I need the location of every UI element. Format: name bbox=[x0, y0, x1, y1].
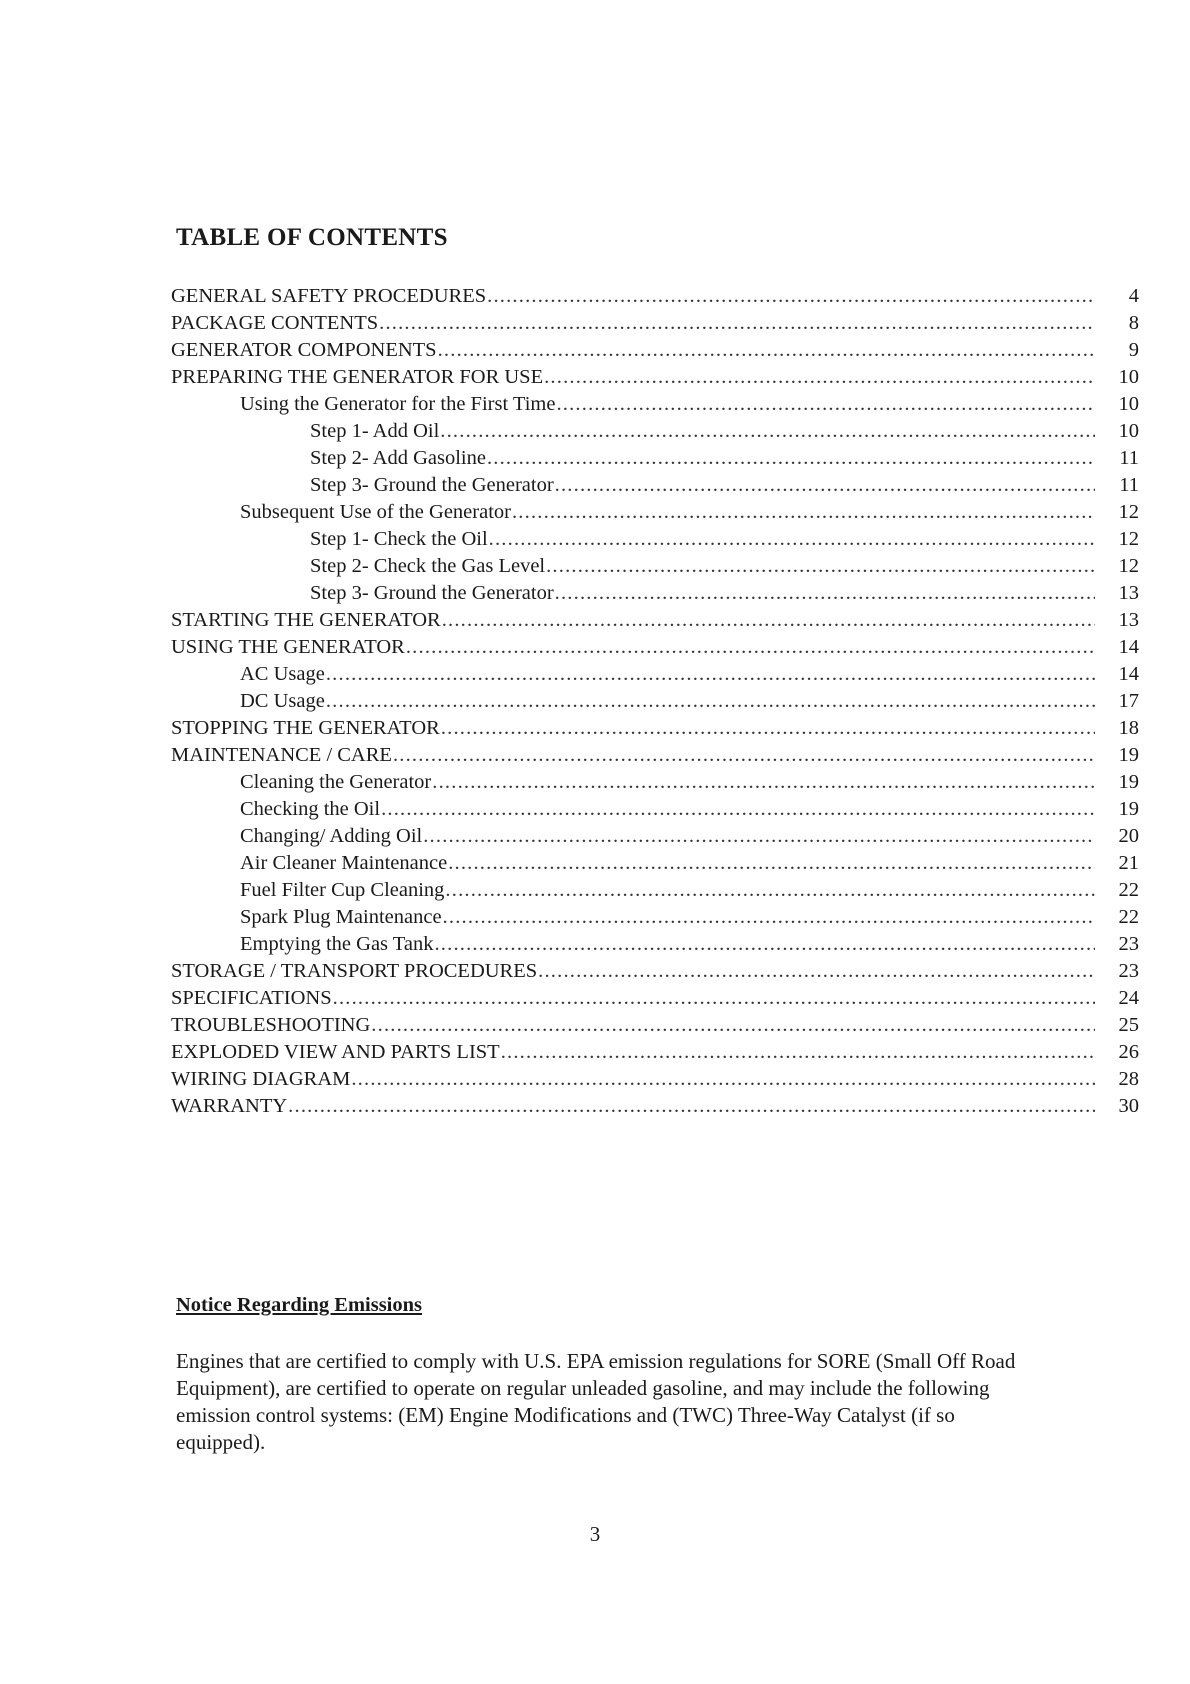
toc-entry-page: 28 bbox=[1118, 1068, 1139, 1090]
toc-entry-label: TROUBLESHOOTING bbox=[171, 1014, 371, 1036]
toc-entry-page: 11 bbox=[1119, 474, 1139, 496]
toc-entry bbox=[171, 283, 1139, 310]
toc-entry-page: 22 bbox=[1118, 906, 1139, 928]
toc-entry-page: 10 bbox=[1118, 420, 1139, 442]
toc-entry-label: Step 3- Ground the Generator bbox=[310, 474, 554, 496]
toc-entry-page: 24 bbox=[1118, 987, 1139, 1009]
toc-entry-label: DC Usage bbox=[240, 690, 325, 712]
toc-entry-label: Cleaning the Generator bbox=[240, 771, 432, 793]
dot-leader bbox=[546, 553, 1095, 580]
toc-entry-label: MAINTENANCE / CARE bbox=[171, 744, 392, 766]
toc-entry-page: 23 bbox=[1118, 933, 1139, 955]
toc-entry bbox=[171, 634, 1139, 661]
toc-entry-label: STOPPING THE GENERATOR bbox=[171, 717, 440, 739]
dot-leader bbox=[487, 445, 1095, 472]
toc-entry-page: 19 bbox=[1118, 744, 1139, 766]
toc-entry-page: 10 bbox=[1118, 366, 1139, 388]
toc-entry-label: Step 3- Ground the Generator bbox=[310, 582, 554, 604]
toc-entry-label: PREPARING THE GENERATOR FOR USE bbox=[171, 366, 544, 388]
toc-entry-label: SPECIFICATIONS bbox=[171, 987, 332, 1009]
toc-entry-page: 12 bbox=[1118, 555, 1139, 577]
toc-entry bbox=[171, 742, 1139, 769]
toc-entry-page: 25 bbox=[1118, 1014, 1139, 1036]
toc-entry-page: 4 bbox=[1128, 285, 1139, 307]
dot-leader bbox=[423, 823, 1095, 850]
toc-entry-label: Changing/ Adding Oil bbox=[240, 825, 423, 847]
toc-entry bbox=[171, 310, 1139, 337]
dot-leader bbox=[288, 1093, 1095, 1120]
toc-entry-label: Checking the Oil bbox=[240, 798, 381, 820]
toc-entry bbox=[171, 688, 1139, 715]
toc-entry-label: Subsequent Use of the Generator bbox=[240, 501, 511, 523]
dot-leader bbox=[442, 607, 1095, 634]
toc-entry-label: Air Cleaner Maintenance bbox=[240, 852, 448, 874]
dot-leader bbox=[406, 634, 1095, 661]
toc-entry bbox=[171, 931, 1139, 958]
toc-entry-label: WARRANTY bbox=[171, 1095, 288, 1117]
dot-leader bbox=[434, 931, 1095, 958]
toc-entry-label: EXPLODED VIEW AND PARTS LIST bbox=[171, 1041, 500, 1063]
toc-entry-page: 23 bbox=[1118, 960, 1139, 982]
toc-entry bbox=[171, 472, 1139, 499]
toc-entry-label: Step 1- Check the Oil bbox=[310, 528, 488, 550]
notice-body: Engines that are certified to comply with U.S. EPA emission regulations for SORE (Small Off Road Equipment), are certified to operate on regular unleaded gasoline, and may include the following emission control systems: (EM) Engine Modifications and (TWC) Three-Way Catalyst (if so equipped). bbox=[176, 1349, 1016, 1454]
toc-entry-label: Fuel Filter Cup Cleaning bbox=[240, 879, 445, 901]
dot-leader bbox=[544, 364, 1095, 391]
toc-entry bbox=[171, 796, 1139, 823]
toc-entry-label: Emptying the Gas Tank bbox=[240, 933, 434, 955]
toc-entry-page: 8 bbox=[1128, 312, 1139, 334]
toc-entry-page: 12 bbox=[1118, 528, 1139, 550]
toc-entry-label: Step 2- Check the Gas Level bbox=[310, 555, 546, 577]
toc-entry-page: 20 bbox=[1118, 825, 1139, 847]
toc-entry-page: 19 bbox=[1118, 798, 1139, 820]
toc-entry-page: 17 bbox=[1118, 690, 1139, 712]
toc-entry bbox=[171, 661, 1139, 688]
toc-entry-page: 19 bbox=[1118, 771, 1139, 793]
toc-entry bbox=[171, 337, 1139, 364]
toc-entry-label: USING THE GENERATOR bbox=[171, 636, 405, 658]
toc-entry bbox=[171, 418, 1139, 445]
toc-entry bbox=[171, 715, 1139, 742]
dot-leader bbox=[555, 580, 1095, 607]
toc-title: TABLE OF CONTENTS bbox=[176, 224, 448, 251]
dot-leader bbox=[445, 877, 1095, 904]
toc-entry bbox=[171, 823, 1139, 850]
toc-entry bbox=[171, 445, 1139, 472]
toc-entry bbox=[171, 850, 1139, 877]
dot-leader bbox=[379, 310, 1095, 337]
dot-leader bbox=[555, 472, 1095, 499]
toc-entry bbox=[171, 499, 1139, 526]
toc-entry bbox=[171, 958, 1139, 985]
toc-entry bbox=[171, 985, 1139, 1012]
toc-entry-label: STORAGE / TRANSPORT PROCEDURES bbox=[171, 960, 538, 982]
dot-leader bbox=[441, 715, 1095, 742]
toc-entry-page: 12 bbox=[1118, 501, 1139, 523]
dot-leader bbox=[443, 904, 1095, 931]
dot-leader bbox=[538, 958, 1095, 985]
toc-entry-page: 13 bbox=[1118, 609, 1139, 631]
dot-leader bbox=[489, 526, 1095, 553]
dot-leader bbox=[381, 796, 1095, 823]
dot-leader bbox=[512, 499, 1095, 526]
toc-entry-page: 9 bbox=[1128, 339, 1139, 361]
toc-entry bbox=[171, 1012, 1139, 1039]
toc-entry-label: GENERAL SAFETY PROCEDURES bbox=[171, 285, 487, 307]
toc-entry-label: Spark Plug Maintenance bbox=[240, 906, 442, 928]
table-of-contents bbox=[171, 283, 1139, 1120]
toc-entry bbox=[171, 526, 1139, 553]
dot-leader bbox=[501, 1039, 1095, 1066]
toc-entry-page: 14 bbox=[1118, 663, 1139, 685]
toc-entry bbox=[171, 877, 1139, 904]
toc-entry bbox=[171, 391, 1139, 418]
dot-leader bbox=[448, 850, 1095, 877]
dot-leader bbox=[326, 688, 1095, 715]
dot-leader bbox=[351, 1066, 1095, 1093]
toc-entry-label: Step 2- Add Gasoline bbox=[310, 447, 486, 469]
toc-entry-label: AC Usage bbox=[240, 663, 325, 685]
toc-entry bbox=[171, 607, 1139, 634]
toc-entry-page: 14 bbox=[1118, 636, 1139, 658]
dot-leader bbox=[326, 661, 1095, 688]
dot-leader bbox=[438, 337, 1095, 364]
toc-entry bbox=[171, 1039, 1139, 1066]
toc-entry-page: 11 bbox=[1119, 447, 1139, 469]
toc-entry-label: STARTING THE GENERATOR bbox=[171, 609, 441, 631]
toc-entry-page: 18 bbox=[1118, 717, 1139, 739]
toc-entry-label: PACKAGE CONTENTS bbox=[171, 312, 379, 334]
toc-entry bbox=[171, 1093, 1139, 1120]
toc-entry-page: 13 bbox=[1118, 582, 1139, 604]
toc-entry-label: Using the Generator for the First Time bbox=[240, 393, 556, 415]
toc-entry-page: 10 bbox=[1118, 393, 1139, 415]
toc-entry bbox=[171, 1066, 1139, 1093]
dot-leader bbox=[333, 985, 1095, 1012]
toc-entry-label: Step 1- Add Oil bbox=[310, 420, 440, 442]
toc-entry-label: WIRING DIAGRAM bbox=[171, 1068, 351, 1090]
toc-entry-page: 26 bbox=[1118, 1041, 1139, 1063]
dot-leader bbox=[556, 391, 1095, 418]
dot-leader bbox=[432, 769, 1095, 796]
toc-entry bbox=[171, 364, 1139, 391]
dot-leader bbox=[487, 283, 1095, 310]
dot-leader bbox=[440, 418, 1095, 445]
notice-heading: Notice Regarding Emissions bbox=[176, 1294, 422, 1316]
toc-entry-label: GENERATOR COMPONENTS bbox=[171, 339, 437, 361]
page-number: 3 bbox=[589, 1522, 601, 1546]
toc-entry-page: 21 bbox=[1118, 852, 1139, 874]
toc-entry-page: 30 bbox=[1118, 1095, 1139, 1117]
toc-entry bbox=[171, 769, 1139, 796]
toc-entry bbox=[171, 553, 1139, 580]
dot-leader bbox=[371, 1012, 1095, 1039]
dot-leader bbox=[393, 742, 1095, 769]
toc-entry bbox=[171, 580, 1139, 607]
toc-entry-page: 22 bbox=[1118, 879, 1139, 901]
toc-entry bbox=[171, 904, 1139, 931]
